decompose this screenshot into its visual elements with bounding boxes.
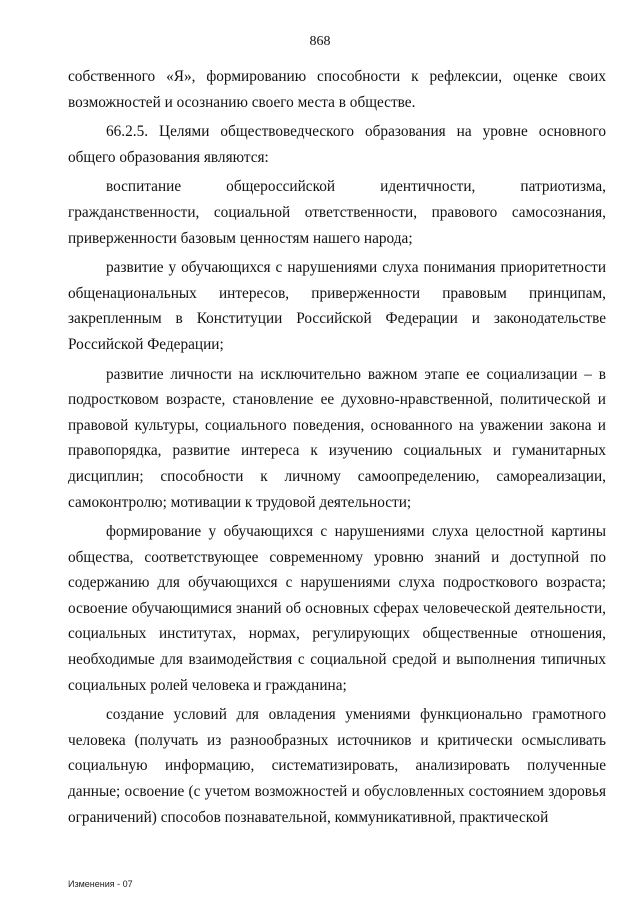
paragraph-goal-literacy: создание условий для овладения умениями функционально грамотного человека (получать из разнообразных источников и критически осмысливать социальную информацию, систематизировать, анализировать полученные данные; освоение (с учетом возможностей и обусловленных состоянием здоровья ограничений) способов познавательной, коммуникативной, практической: [68, 706, 606, 826]
paragraph-section-heading: 66.2.5. Целями обществоведческого образования на уровне основного общего образования являются:: [68, 123, 606, 166]
footer-revision-note: Изменения - 07: [68, 879, 133, 889]
paragraph-goal-identity: воспитание общероссийской идентичности, патриотизма, гражданственности, социальной ответственности, правового самосознания, приверженности базовым ценностям нашего народа;: [68, 178, 606, 247]
body-text: [68, 64, 606, 834]
paragraph-goal-personality: развитие личности на исключительно важном этапе ее социализации – в подростковом возрасте, становление ее духовно-нравственной, политической и правовой культуры, социального поведения, основанного на уважении закона и правопорядка, развитие интереса к изучению социальных и гуманитарных дисциплин; способности к личному самоопределению, самореализации, самоконтролю; мотивации к трудовой деятельности;: [68, 365, 606, 511]
page-number: 868: [309, 34, 331, 49]
paragraph-continuation: собственного «Я», формированию способности к рефлексии, оценке своих возможностей и осознанию своего места в обществе.: [68, 68, 606, 111]
paragraph-goal-society-picture: формирование у обучающихся с нарушениями слуха целостной картины общества, соответствующее современному уровню знаний и доступной по содержанию для обучающихся с нарушениями слуха подросткового возраста; освоение обучающимися знаний об основных сферах человеческой деятельности, социальных институтах, нормах, регулирующих общественные отношения, необходимые для взаимодействия с социальной средой и выполнения типичных социальных ролей человека и гражданина;: [68, 523, 606, 694]
paragraph-goal-national-interests: развитие у обучающихся с нарушениями слуха понимания приоритетности общенациональных интересов, приверженности правовым принципам, закрепленным в Конституции Российской Федерации и законодательстве Российской Федерации;: [68, 259, 606, 353]
